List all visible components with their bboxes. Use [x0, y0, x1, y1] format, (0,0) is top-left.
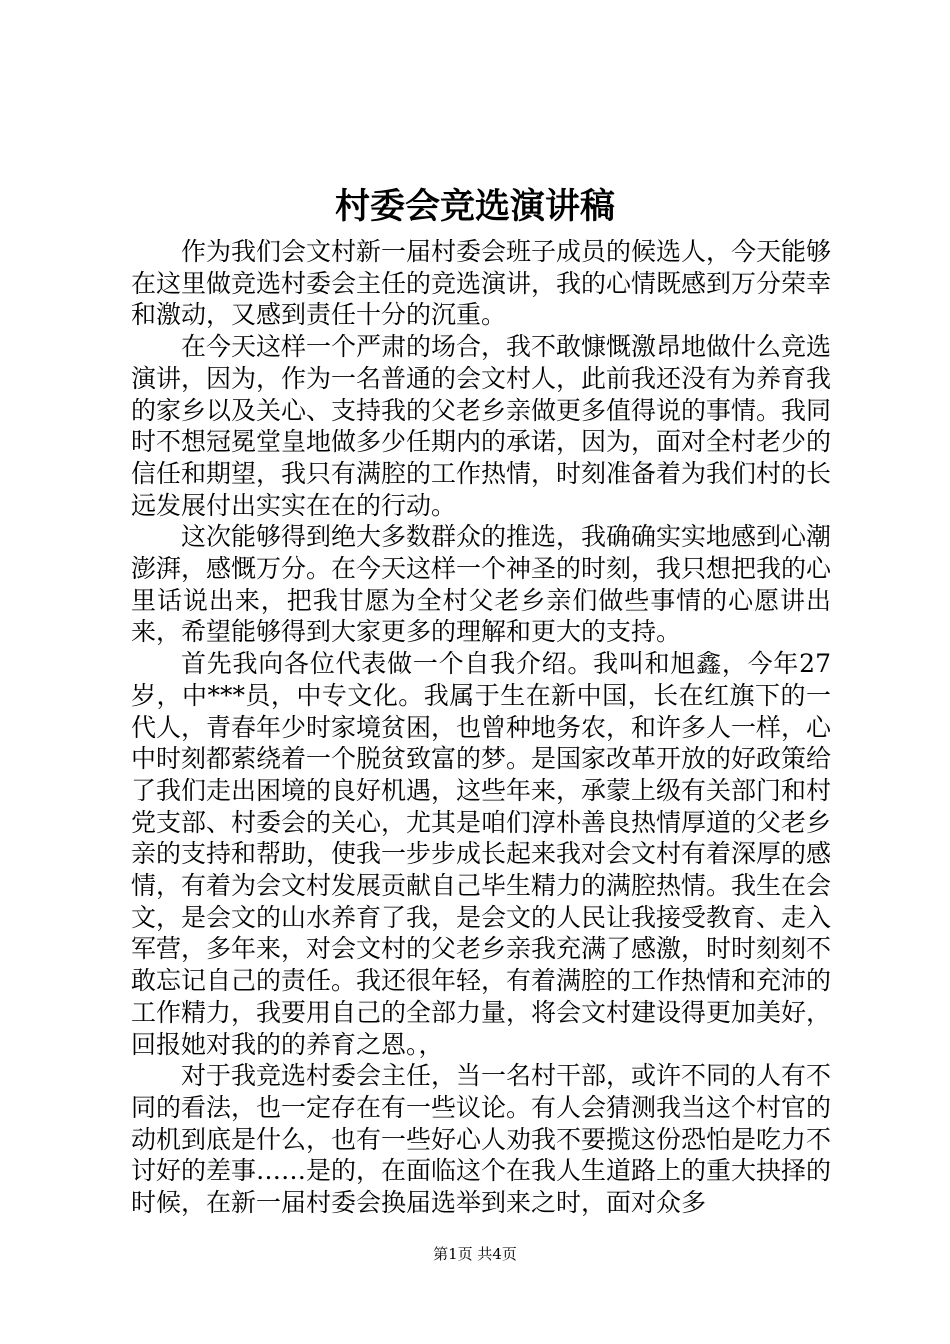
document-title: 村委会竞选演讲稿	[334, 186, 615, 227]
paragraph: 在今天这样一个严肃的场合，我不敢慷慨激昂地做什么竞选演讲，因为，作为一名普通的会文村人，此前我还没有为养育我的家乡以及关心、支持我的父老乡亲做更多值得说的事情。我同时不想冠冕堂皇地做多少任期内的承诺，因为，面对全村老少的信任和期望，我只有满腔的工作热情，时刻准备着为我们村的长远发展付出实实在在的行动。	[131, 332, 832, 520]
document-body	[131, 236, 831, 1219]
paragraph: 这次能够得到绝大多数群众的推选，我确确实实地感到心潮澎湃，感慨万分。在今天这样一个神圣的时刻，我只想把我的心里话说出来，把我甘愿为全村父老乡亲们做些事情的心愿讲出来，希望能够得到大家更多的理解和更大的支持。	[131, 522, 832, 647]
page-footer: 第1页 共4页	[433, 1245, 517, 1263]
paragraph: 作为我们会文村新一届村委会班子成员的候选人，今天能够在这里做竞选村委会主任的竞选演讲，我的心情既感到万分荣幸和激动，又感到责任十分的沉重。	[131, 237, 832, 330]
paragraph: 首先我向各位代表做一个自我介绍。我叫和旭鑫，今年27岁，中***员，中专文化。我属于生在新中国，长在红旗下的一代人，青春年少时家境贫困，也曾种地务农，和许多人一样，心中时刻都萦绕着一个脱贫致富的梦。是国家改革开放的好政策给了我们走出困境的良好机遇，这些年来，承蒙上级有关部门和村党支部、村委会的关心，尤其是咱们淳朴善良热情厚道的父老乡亲的支持和帮助，使我一步步成长起来我对会文村有着深厚的感情，有着为会文村发展贡献自己毕生精力的满腔热情。我生在会文，是会文的山水养育了我，是会文的人民让我接受教育、走入军营，多年来，对会文村的父老乡亲我充满了感激，时时刻刻不敢忘记自己的责任。我还很年轻，有着满腔的工作热情和充沛的工作精力，我要用自己的全部力量，将会文村建设得更加美好，回报她对我的的养育之恩。，	[131, 649, 832, 1059]
paragraph: 对于我竞选村委会主任，当一名村干部，或许不同的人有不同的看法，也一定存在有一些议论。有人会猜测我当这个村官的动机到底是什么，也有一些好心人劝我不要揽这份恐怕是吃力不讨好的差事……是的，在面临这个在我人生道路上的重大抉择的时候，在新一届村委会换届选举到来之时，面对众多	[131, 1061, 832, 1218]
